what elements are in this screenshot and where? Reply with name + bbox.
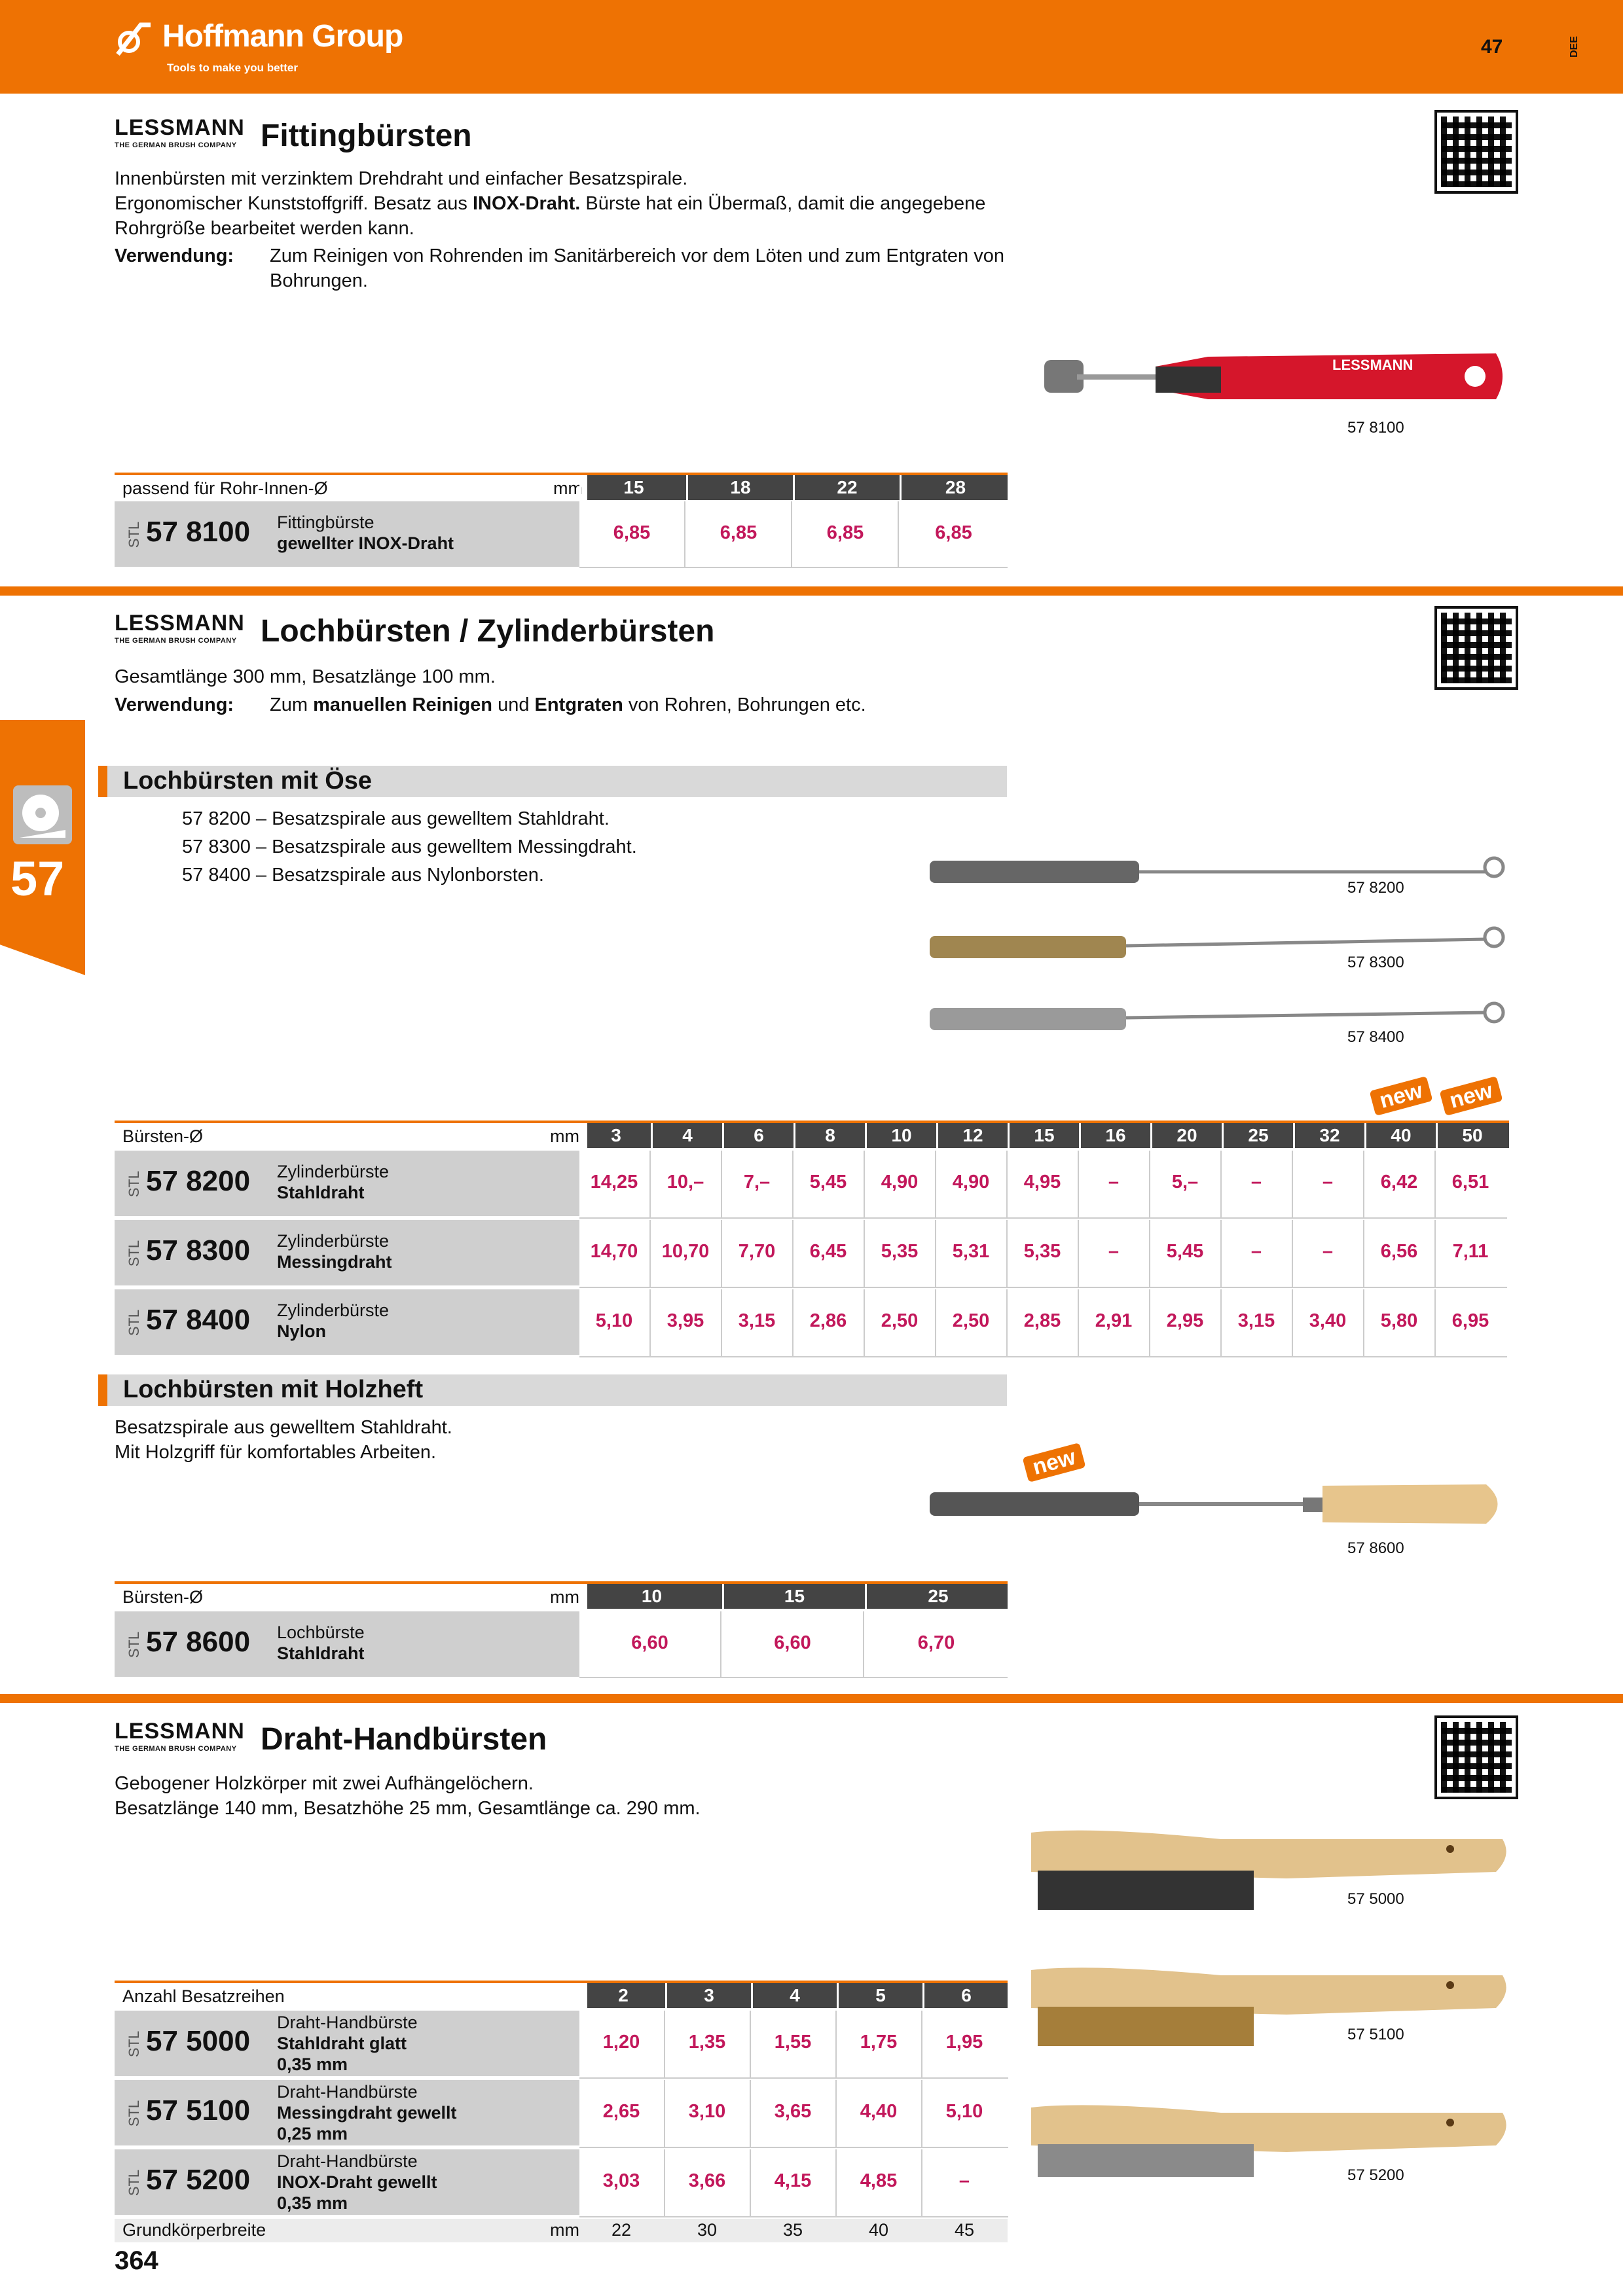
description-line: Rohrgröße bearbeitet werden kann. [115, 218, 414, 239]
price-cell: 2,50 [881, 1310, 919, 1331]
row-description: Stahldraht [277, 1183, 365, 1202]
price-cell: 6,70 [917, 1632, 955, 1653]
qr-code-icon [1437, 1718, 1516, 1797]
table-col-header: 22 [793, 475, 900, 500]
price-cell: 14,70 [590, 1241, 638, 1262]
price-cell: 6,51 [1451, 1172, 1489, 1193]
price-cell: 6,85 [613, 522, 651, 543]
article-number: 57 8100 [146, 516, 251, 548]
table-footer-value: 45 [954, 2220, 975, 2240]
table-col-header: 8 [793, 1123, 865, 1148]
row-description: gewellter INOX-Draht [277, 533, 454, 553]
price-cell: 6,60 [631, 1632, 668, 1653]
product-label: 57 5000 [1347, 1890, 1404, 1908]
table-col-header: 25 [1222, 1123, 1293, 1148]
table-col-header: 15 [1008, 1123, 1079, 1148]
row-description: Draht-Handbürste [277, 2151, 418, 2171]
price-cell: 5,80 [1380, 1310, 1418, 1331]
description-line: Gesamtlänge 300 mm, Besatzlänge 100 mm. [115, 666, 496, 687]
usage-label: Verwendung: [115, 694, 234, 715]
table-unit: mm [543, 475, 583, 500]
stl-label: STL [126, 521, 143, 548]
price-cell: 5,35 [881, 1241, 919, 1262]
new-badge: new [1439, 1076, 1503, 1116]
price-cell: 6,95 [1451, 1310, 1489, 1331]
price-cell: 10,70 [661, 1241, 710, 1262]
price-cell: 5,– [1171, 1172, 1199, 1193]
table-col-header: 28 [900, 475, 1010, 500]
article-number: 57 5200 [146, 2164, 251, 2196]
price-cell: – [1322, 1172, 1334, 1193]
price-cell: 1,55 [774, 2032, 812, 2053]
row-description: Zylinderbürste [277, 1162, 390, 1181]
price-cell: 4,15 [774, 2170, 812, 2191]
product-label: 57 8400 [1347, 1028, 1404, 1046]
price-cell: 5,10 [595, 1310, 633, 1331]
price-cell: 6,85 [935, 522, 972, 543]
row-description: 0,35 mm [277, 2193, 348, 2213]
row-description: Zylinderbürste [277, 1300, 390, 1320]
article-number: 57 5100 [146, 2094, 251, 2126]
price-cell: 4,95 [1023, 1172, 1061, 1193]
article-number: 57 8200 [146, 1165, 251, 1197]
price-cell: 3,40 [1309, 1310, 1347, 1331]
price-cell: 10,– [666, 1172, 704, 1193]
product-label: 57 5200 [1347, 2166, 1404, 2184]
price-cell: 2,65 [602, 2101, 640, 2122]
table-col-header: 16 [1079, 1123, 1150, 1148]
table-col-header: 6 [922, 1983, 1008, 2008]
row-description: Messingdraht gewellt [277, 2103, 457, 2123]
wood-handle-brush-image [923, 1473, 1512, 1538]
brand-subline: THE GERMAN BRUSH COMPANY [115, 141, 237, 149]
tube-brushes-image [923, 848, 1512, 1044]
description-line: Innenbürsten mit verzinktem Drehdraht und einfacher Besatzspirale. [115, 168, 688, 189]
price-cell: 5,35 [1023, 1241, 1061, 1262]
description-line: Mit Holzgriff für komfortables Arbeiten. [115, 1442, 437, 1463]
stl-label: STL [126, 2030, 143, 2058]
table-col-header: 3 [579, 1123, 651, 1148]
footer-page-number: 364 [115, 2246, 158, 2275]
stl-label: STL [126, 2100, 143, 2127]
section-title: Fittingbürsten [261, 118, 472, 153]
price-cell: 5,10 [945, 2101, 983, 2122]
row-description: Messingdraht [277, 1252, 392, 1272]
table-col-header: 12 [936, 1123, 1008, 1148]
row-description: Nylon [277, 1321, 327, 1341]
price-cell: 4,90 [881, 1172, 919, 1193]
article-number: 57 8400 [146, 1304, 251, 1336]
qr-code-icon [1437, 113, 1516, 191]
price-cell: 3,66 [688, 2170, 726, 2191]
price-cell: 4,90 [952, 1172, 990, 1193]
product-label: 57 8200 [1347, 879, 1404, 897]
price-cell: – [958, 2170, 970, 2191]
price-cell: 5,45 [809, 1172, 847, 1193]
price-cell: 3,03 [602, 2170, 640, 2191]
article-number: 57 8300 [146, 1234, 251, 1266]
stl-label: STL [126, 1240, 143, 1267]
page-number: 47 [1481, 36, 1503, 58]
price-cell: 1,20 [602, 2032, 640, 2053]
brand-subline: THE GERMAN BRUSH COMPANY [115, 1745, 237, 1753]
brand-logo-lessmann: LESSMANN [115, 1719, 245, 1744]
table-footer-value: 30 [697, 2220, 718, 2240]
price-cell: 4,85 [860, 2170, 898, 2191]
grinding-disc-icon [13, 785, 72, 844]
table-col-header: 4 [751, 1983, 837, 2008]
price-cell: – [1250, 1241, 1262, 1262]
price-cell: 7,70 [738, 1241, 776, 1262]
stl-label: STL [126, 2169, 143, 2197]
table-footer-value: 35 [782, 2220, 803, 2240]
usage-text: Zum Reinigen von Rohrenden im Sanitärbereich vor dem Löten und zum Entgraten von [270, 245, 1004, 266]
product-label: 57 8300 [1347, 954, 1404, 971]
row-description: Zylinderbürste [277, 1231, 390, 1251]
price-cell: 1,75 [860, 2032, 898, 2053]
stl-label: STL [126, 1170, 143, 1198]
logo-text: Hoffmann Group [162, 19, 403, 54]
price-cell: 4,40 [860, 2101, 898, 2122]
svg-text:LESSMANN: LESSMANN [1332, 357, 1413, 373]
row-description: Draht-Handbürste [277, 2082, 418, 2102]
price-cell: 14,25 [590, 1172, 638, 1193]
article-number: 57 5000 [146, 2025, 251, 2057]
price-cell: – [1322, 1241, 1334, 1262]
table-col-header: 4 [651, 1123, 722, 1148]
row-description: INOX-Draht gewellt [277, 2172, 437, 2192]
price-cell: 3,95 [666, 1310, 704, 1331]
table-col-header: 32 [1293, 1123, 1364, 1148]
table-col-header: 18 [686, 475, 793, 500]
usage-text: Zum manuellen Reinigen und Entgraten von Rohren, Bohrungen etc. [270, 694, 866, 715]
variant-line: 57 8200 – Besatzspirale aus gewelltem Stahldraht. [182, 808, 610, 829]
price-cell: 6,60 [774, 1632, 811, 1653]
variant-line: 57 8400 – Besatzspirale aus Nylonborsten. [182, 865, 544, 886]
table-col-header: 3 [665, 1983, 751, 2008]
table-footer-label: Grundkörperbreite [122, 2220, 266, 2240]
fitting-brush-image [1038, 340, 1509, 419]
description-line: Besatzspirale aus gewelltem Stahldraht. [115, 1417, 452, 1438]
section-title: Lochbürsten / Zylinderbürsten [261, 614, 715, 649]
brand-subline: THE GERMAN BRUSH COMPANY [115, 637, 237, 645]
section-divider [0, 586, 1623, 596]
chapter-tab [0, 720, 85, 975]
section-title: Draht-Handbürsten [261, 1722, 547, 1757]
hoffmann-logo-icon [115, 18, 154, 58]
table-col-header: 20 [1150, 1123, 1222, 1148]
section-divider [0, 1694, 1623, 1703]
price-cell: 3,65 [774, 2101, 812, 2122]
hand-brushes-image [1025, 1826, 1509, 2179]
table-col-header: 15 [722, 1584, 865, 1609]
new-badge: new [1369, 1076, 1432, 1116]
table-header-label: Bürsten-Ø [115, 1584, 587, 1609]
price-cell: – [1108, 1172, 1120, 1193]
row-description: Lochbürste [277, 1623, 365, 1642]
price-cell: 6,85 [826, 522, 864, 543]
description-line: Ergonomischer Kunststoffgriff. Besatz aus INOX-Draht. Bürste hat ein Übermaß, damit die angegebene [115, 193, 986, 214]
price-cell: 3,15 [1237, 1310, 1275, 1331]
table-footer-value: 40 [868, 2220, 889, 2240]
new-badge: new [1022, 1443, 1085, 1482]
table-col-header: 10 [579, 1584, 722, 1609]
price-cell: 1,35 [688, 2032, 726, 2053]
row-description: 0,25 mm [277, 2124, 348, 2144]
table-col-header: 5 [837, 1983, 922, 2008]
price-cell: 2,50 [952, 1310, 990, 1331]
article-number: 57 8600 [146, 1626, 251, 1658]
table-header-label: Bürsten-Ø [115, 1123, 587, 1148]
price-cell: 7,11 [1452, 1241, 1489, 1262]
price-cell: 6,56 [1380, 1241, 1418, 1262]
price-cell: 5,45 [1166, 1241, 1204, 1262]
usage-label: Verwendung: [115, 245, 234, 266]
table-col-header: 2 [579, 1983, 665, 2008]
price-cell: 3,10 [688, 2101, 726, 2122]
row-description: 0,35 mm [277, 2054, 348, 2074]
price-cell: 2,85 [1023, 1310, 1061, 1331]
usage-text: Bohrungen. [270, 270, 368, 291]
price-cell: 7,– [743, 1172, 771, 1193]
table-col-header: 40 [1364, 1123, 1436, 1148]
table-col-header: 25 [865, 1584, 1010, 1609]
table-unit: mm [540, 1123, 579, 1148]
price-cell: 6,45 [809, 1241, 847, 1262]
qr-code-icon [1437, 609, 1516, 687]
subheading: Lochbürsten mit Öse [123, 767, 373, 795]
description-line: Besatzlänge 140 mm, Besatzhöhe 25 mm, Gesamtlänge ca. 290 mm. [115, 1798, 701, 1819]
price-cell: 6,42 [1380, 1172, 1418, 1193]
row-description: Stahldraht glatt [277, 2034, 407, 2053]
chapter-number: 57 [10, 852, 65, 906]
product-label: 57 8600 [1347, 1539, 1404, 1557]
logo-tagline: Tools to make you better [167, 62, 298, 74]
row-description: Draht-Handbürste [277, 2013, 418, 2032]
price-cell: 2,86 [809, 1310, 847, 1331]
subheading-accent [98, 766, 107, 797]
price-cell: – [1108, 1241, 1120, 1262]
stl-label: STL [126, 1631, 143, 1659]
product-label: 57 8100 [1347, 419, 1404, 437]
row-description: Stahldraht [277, 1643, 365, 1663]
subheading: Lochbürsten mit Holzheft [123, 1376, 424, 1403]
price-cell: 1,95 [945, 2032, 983, 2053]
price-cell: – [1250, 1172, 1262, 1193]
variant-line: 57 8300 – Besatzspirale aus gewelltem Messingdraht. [182, 836, 637, 857]
table-footer-unit: mm [550, 2220, 579, 2240]
subheading-accent [98, 1374, 107, 1406]
language-tag: DEE [1569, 36, 1580, 58]
table-col-header: 50 [1436, 1123, 1507, 1148]
description-line: Gebogener Holzkörper mit zwei Aufhängelöchern. [115, 1773, 534, 1794]
table-unit: mm [540, 1584, 579, 1609]
price-cell: 6,85 [720, 522, 757, 543]
price-cell: 2,95 [1166, 1310, 1204, 1331]
row-description: Fittingbürste [277, 512, 374, 532]
product-label: 57 5100 [1347, 2026, 1404, 2043]
brand-logo-lessmann: LESSMANN [115, 115, 245, 140]
table-col-header: 15 [579, 475, 686, 500]
table-col-header: 6 [722, 1123, 793, 1148]
table-footer-value: 22 [611, 2220, 632, 2240]
table-header-label: Anzahl Besatzreihen [115, 1983, 587, 2008]
table-col-header: 10 [865, 1123, 936, 1148]
price-cell: 3,15 [738, 1310, 776, 1331]
stl-label: STL [126, 1309, 143, 1336]
brand-logo-lessmann: LESSMANN [115, 611, 245, 636]
price-cell: 2,91 [1095, 1310, 1133, 1331]
price-cell: 5,31 [952, 1241, 990, 1262]
table-header-label: passend für Rohr-Innen-Ø [115, 475, 587, 500]
